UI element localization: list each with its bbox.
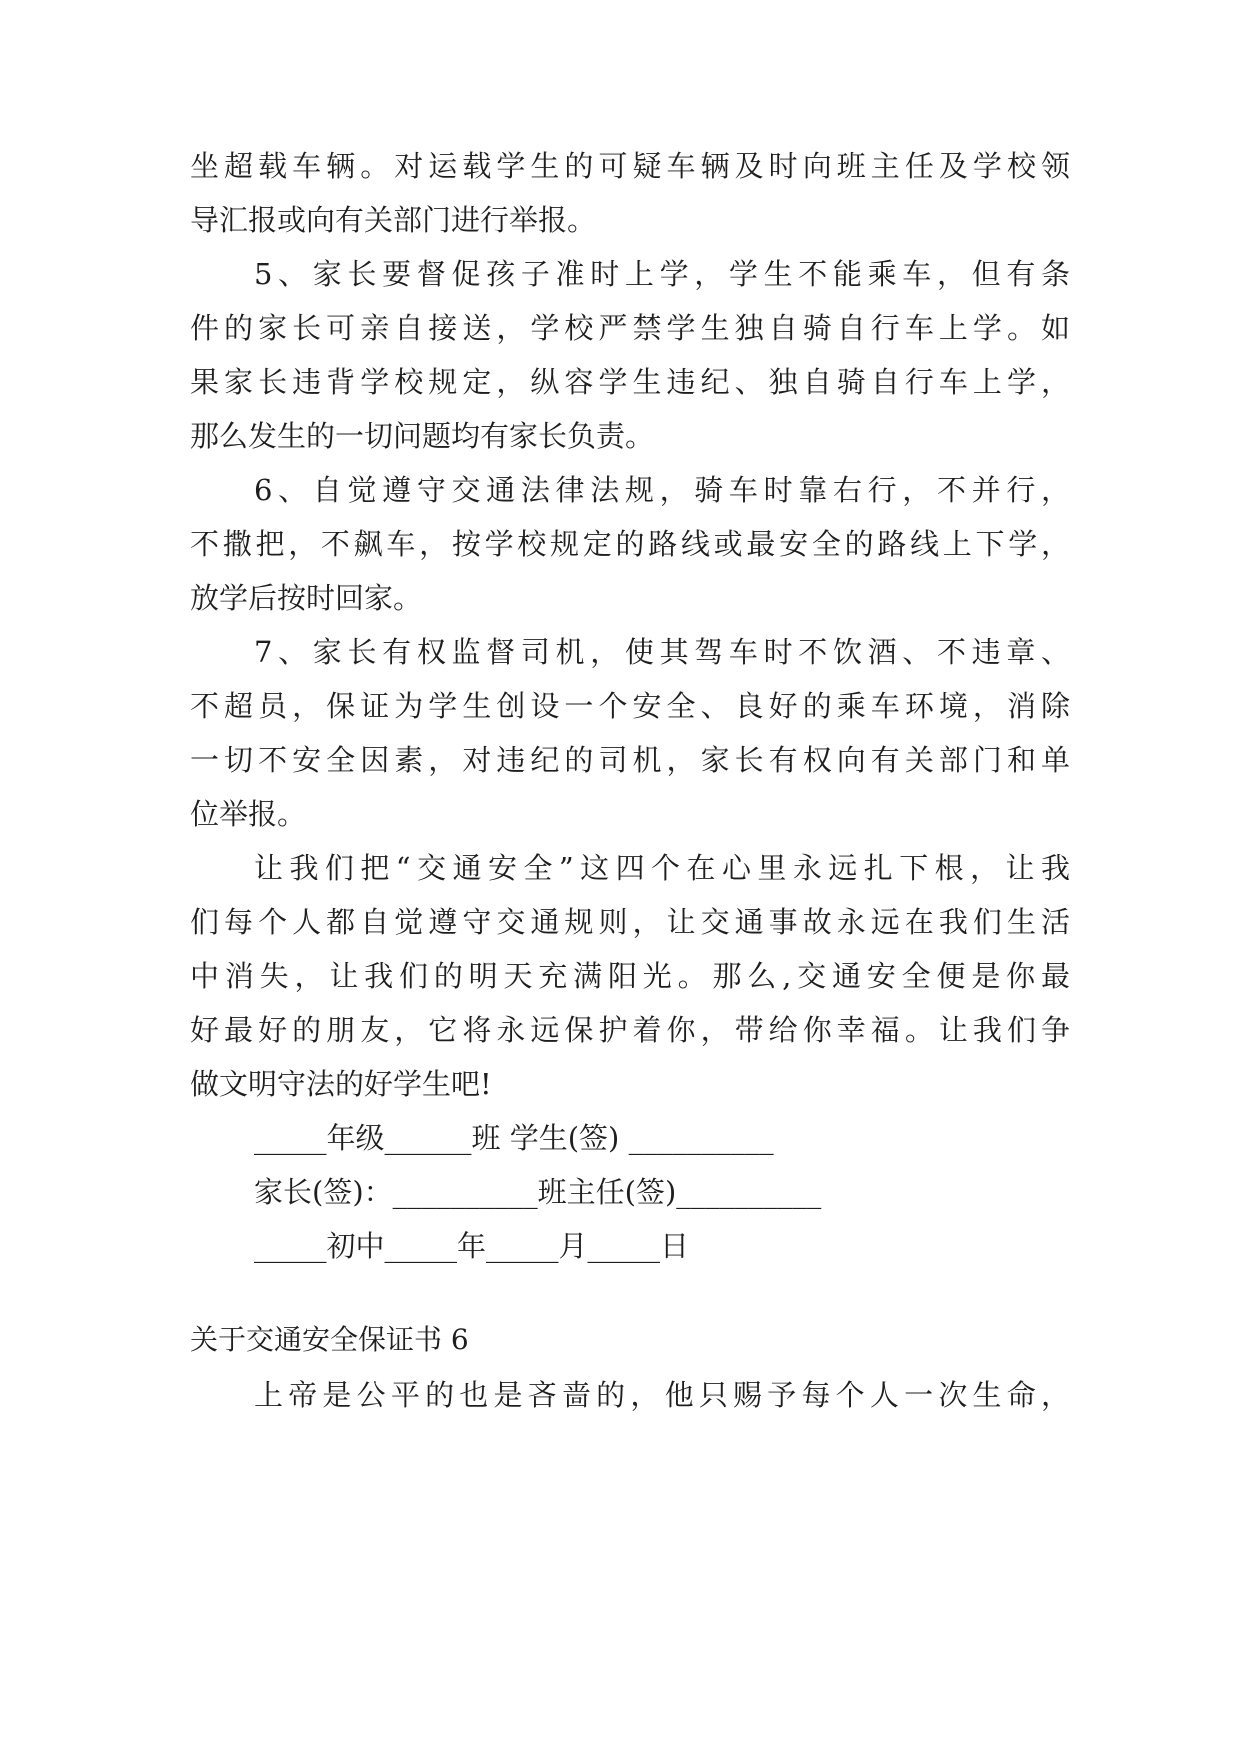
closing-line: 们每个人都自觉遵守交通规则，让交通事故永远在我们生活 (190, 905, 1070, 939)
item-7-line: 7、家长有权监督司机，使其驾车时不饮酒、不违章、 (254, 635, 1070, 669)
item-5-line: 果家长违背学校规定，纵容学生违纪、独自骑自行车上学， (190, 365, 1070, 399)
item-5-line: 那么发生的一切问题均有家长负责。 (190, 419, 655, 453)
section-intro-line: 上帝是公平的也是吝啬的，他只赐予每个人一次生命， (254, 1378, 1070, 1412)
item-7-line: 一切不安全因素，对违纪的司机，家长有权向有关部门和单 (190, 743, 1070, 777)
item-6-line: 6、自觉遵守交通法律法规，骑车时靠右行，不并行， (254, 473, 1070, 507)
signature-grade-class-student: _____年级______班 学生(签) __________ (254, 1121, 774, 1155)
item-6-line: 不撒把，不飙车，按学校规定的路线或最安全的路线上下学， (190, 527, 1070, 561)
item-5-line: 5、家长要督促孩子准时上学，学生不能乘车，但有条 (254, 257, 1070, 291)
signature-parent-teacher: 家长(签)：__________班主任(签)__________ (254, 1175, 822, 1209)
item-7-line: 不超员，保证为学生创设一个安全、良好的乘车环境，消除 (190, 689, 1070, 723)
text-line: 坐超载车辆。对运载学生的可疑车辆及时向班主任及学校领 (190, 149, 1070, 183)
text-line: 导汇报或向有关部门进行举报。 (190, 203, 597, 237)
signature-date: _____初中_____年_____月_____日 (254, 1229, 690, 1263)
section-heading: 关于交通安全保证书 6 (190, 1323, 469, 1356)
closing-line: 中消失，让我们的明天充满阳光。那么,交通安全便是你最 (190, 959, 1070, 993)
closing-line: 做文明守法的好学生吧! (190, 1067, 492, 1101)
item-6-line: 放学后按时回家。 (190, 581, 423, 615)
item-5-line: 件的家长可亲自接送，学校严禁学生独自骑自行车上学。如 (190, 311, 1070, 345)
closing-line: 好最好的朋友，它将永远保护着你，带给你幸福。让我们争 (190, 1013, 1070, 1047)
closing-line: 让我们把“交通安全”这四个在心里永远扎下根，让我 (254, 851, 1070, 885)
item-7-line: 位举报。 (190, 797, 307, 831)
